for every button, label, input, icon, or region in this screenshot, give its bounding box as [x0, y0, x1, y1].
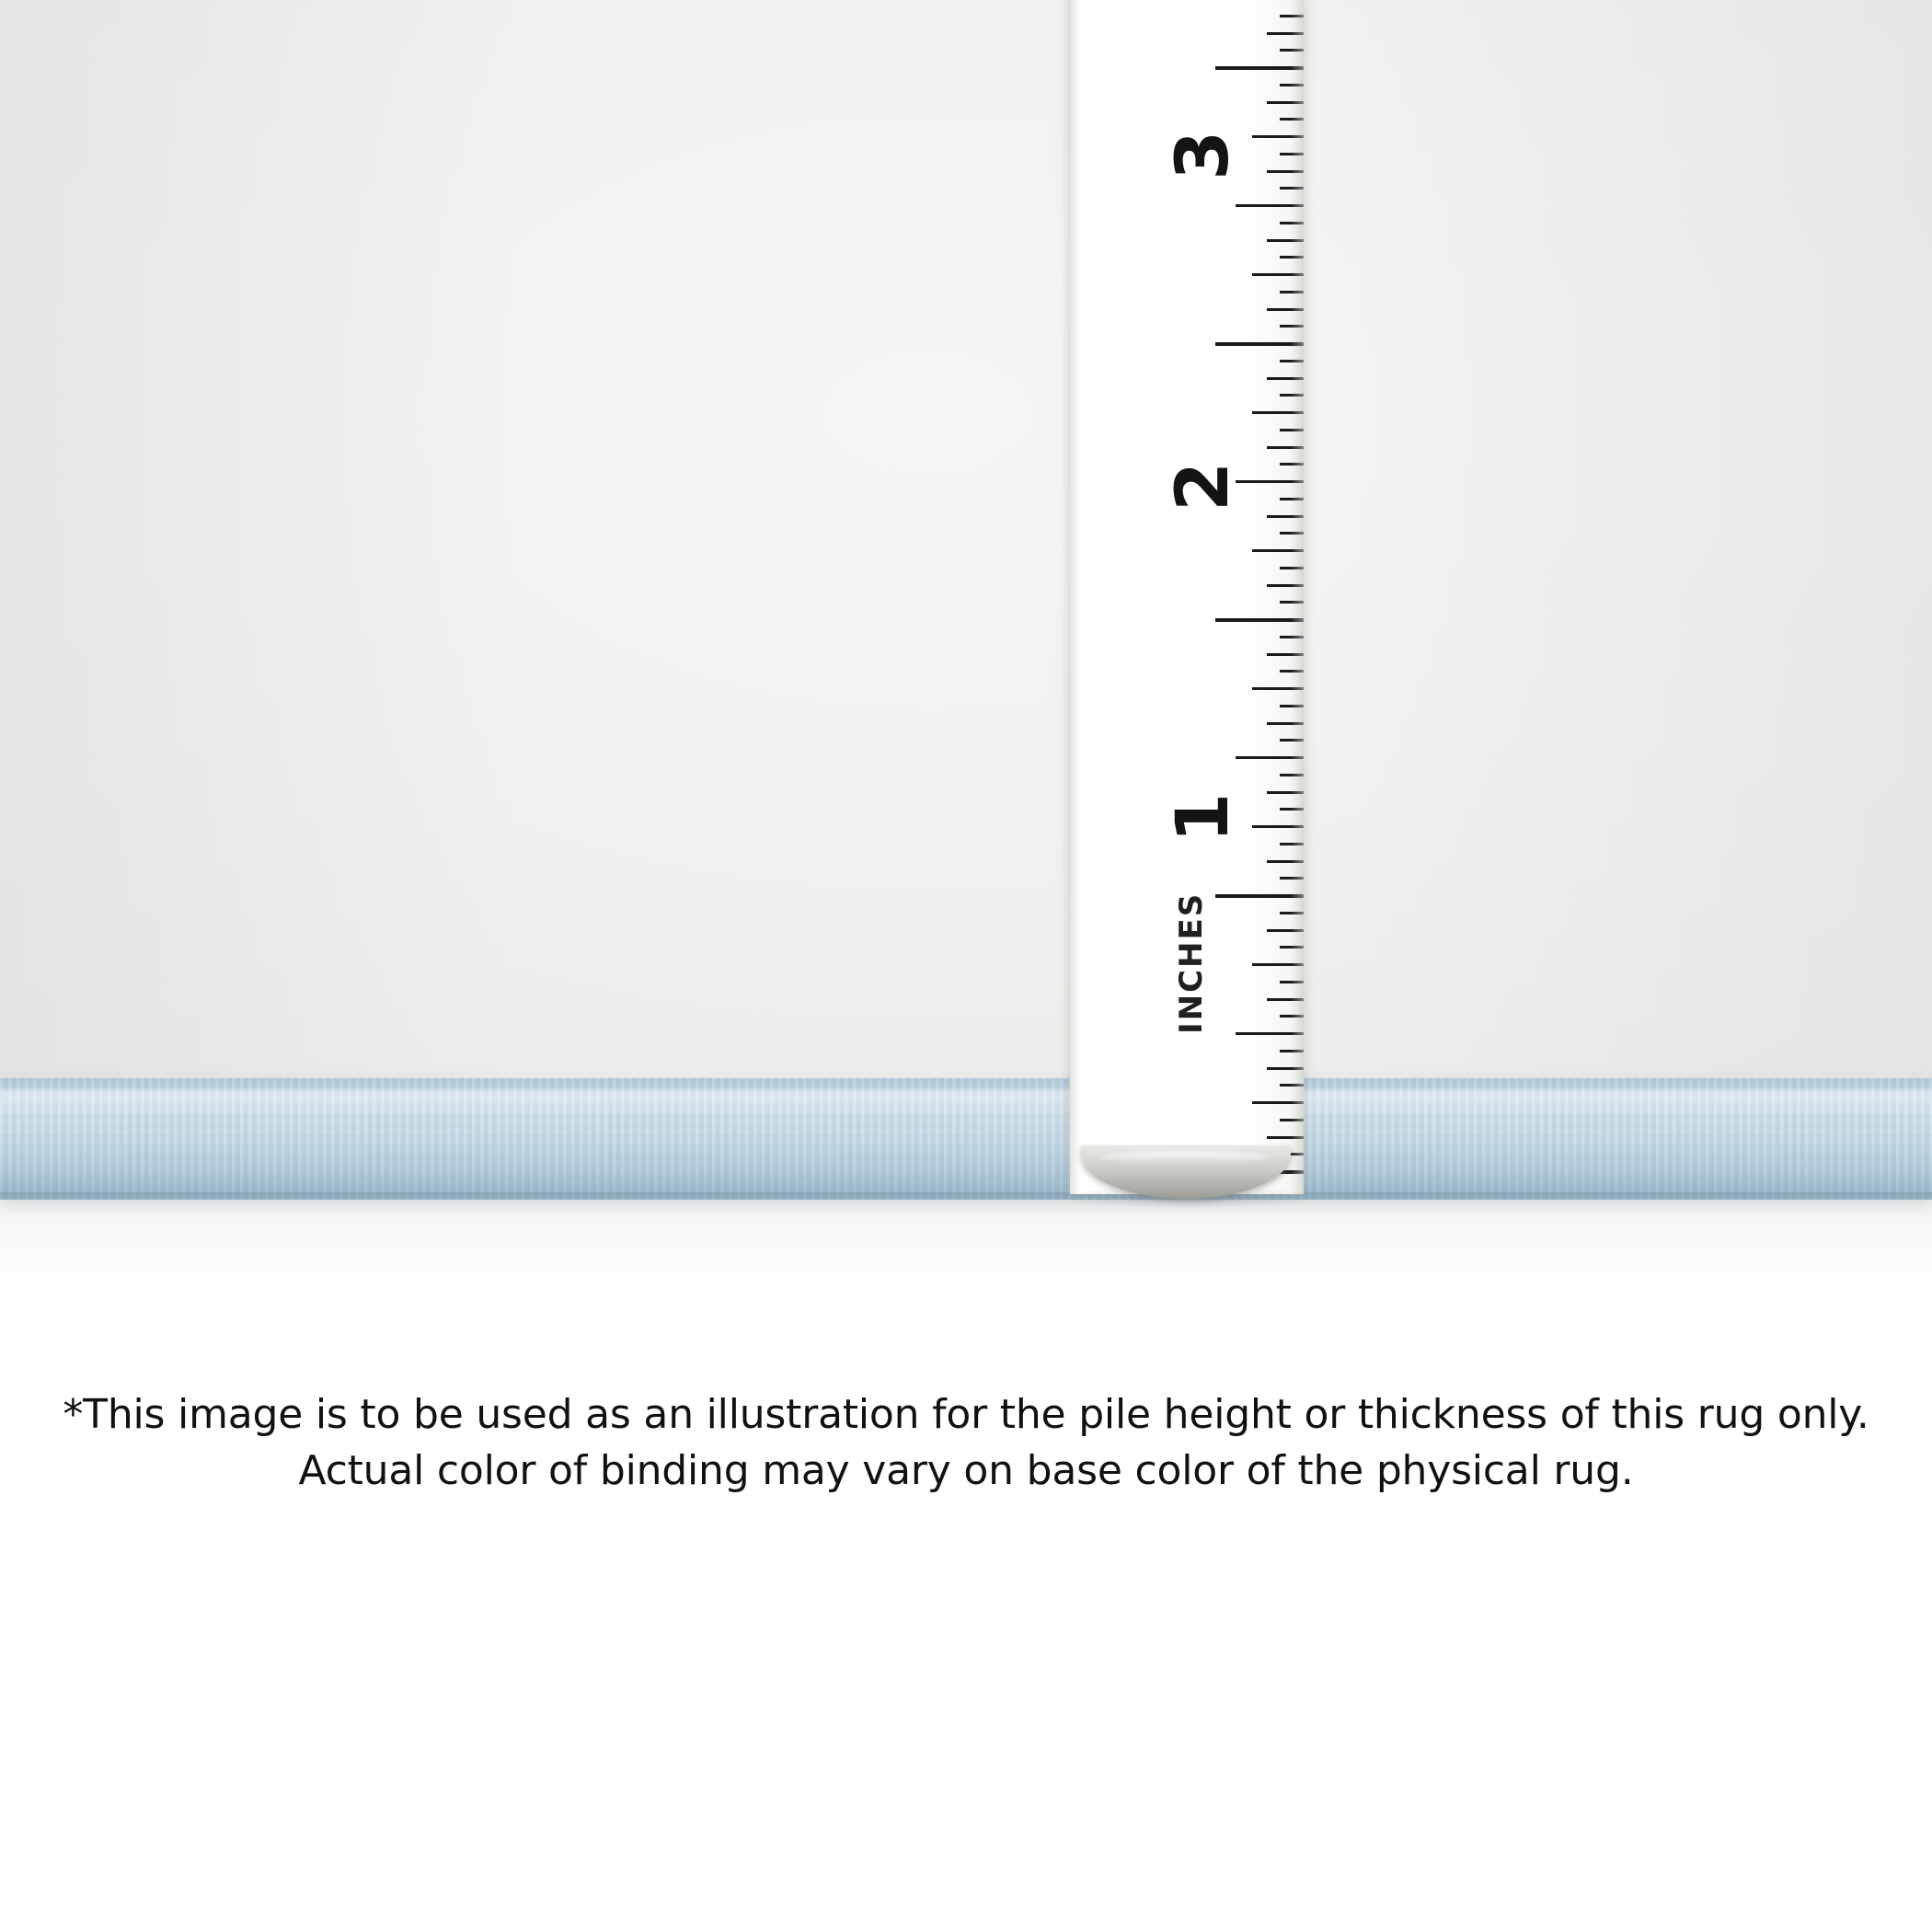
caption-line-1: *This image is to be used as an illustration for the pile height or thickness of this rug only. [63, 1391, 1869, 1438]
ruler-left-edge-shade [1070, 0, 1079, 1194]
backdrop-shadow-left [0, 0, 515, 1086]
disclaimer-caption [0, 1387, 1932, 1499]
ruler-number-3: 3 [1162, 130, 1245, 180]
caption-line-2: Actual color of binding may vary on base color of the physical rug. [298, 1446, 1634, 1494]
ruler-unit-label: INCHES [1173, 891, 1210, 1034]
ruler-right-edge-shade [1291, 0, 1304, 1194]
backdrop-shadow-right [1362, 0, 1932, 1086]
ruler-number-2: 2 [1162, 461, 1245, 512]
rug-highlight [0, 1091, 1932, 1115]
floor-surface [0, 1196, 1932, 1293]
tape-tip-highlight [1099, 1151, 1271, 1164]
rug-bottom-shadow [0, 1192, 1932, 1200]
rug-binding-edge [0, 1078, 1932, 1200]
ruler-number-1: 1 [1162, 792, 1245, 843]
tape-measure-ruler [1070, 0, 1304, 1194]
